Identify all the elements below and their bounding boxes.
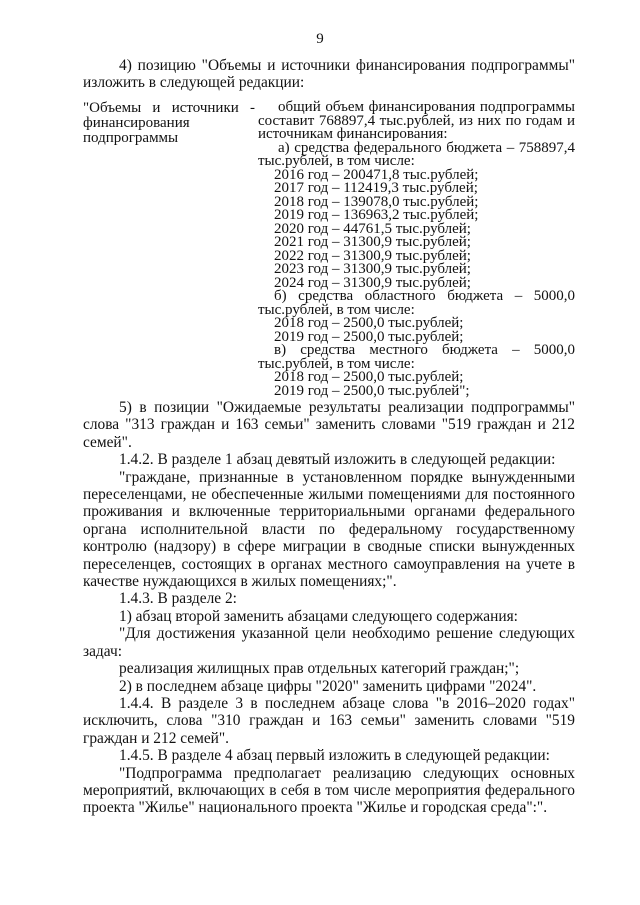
paragraph: "Для достижения указанной цели необходимо решение следующих задач:: [83, 625, 575, 660]
table-year-line: 2017 год – 112419,3 тыс.рублей;: [274, 180, 478, 196]
paragraph: 1.4.2. В разделе 1 абзац девятый изложить в следующей редакции:: [119, 451, 556, 469]
table-year-line: 2019 год – 136963,2 тыс.рублей;: [274, 207, 479, 223]
table-right-cell: [258, 101, 575, 398]
page-number: 9: [316, 31, 324, 47]
table-local-line: в) средства местного бюджета – 5000,0 тыс.рублей, в том числе:: [258, 342, 575, 372]
table-year-line: 2023 год – 31300,9 тыс.рублей;: [274, 261, 471, 277]
table-federal-line: а) средства федерального бюджета – 758897,4 тыс.рублей, в том числе:: [258, 139, 575, 169]
paragraph: 5) в позиции "Ожидаемые результаты реализации подпрограммы" слова "313 граждан и 163 семьи" заменить словами "519 граждан и 212 семей".: [83, 399, 575, 451]
table-left-cell: "Объемы и источники - финансирования подпрограммы: [83, 100, 255, 146]
paragraph: 2) в последнем абзаце цифры "2020" заменить цифрами "2024".: [119, 677, 537, 695]
paragraph: 1.4.5. В разделе 4 абзац первый изложить в следующей редакции:: [119, 747, 550, 765]
table-year-line: 2018 год – 2500,0 тыс.рублей;: [274, 369, 464, 385]
paragraph: "граждане, признанные в установленном порядке вынужденными переселенцами, не обеспеченные жилыми помещениями для постоянного проживания и включенные территориальными органами федерального органа исполнительной власти по федеральному государственному контролю (надзору) в сфере миграции в сводные списки вынужденных переселенцев, состоящих в органах местного самоуправления на учете в качестве нуждающихся в жилых помещениях;".: [83, 468, 575, 591]
paragraph: 1) абзац второй заменить абзацами следующего содержания:: [119, 607, 518, 625]
table-year-line: 2024 год – 31300,9 тыс.рублей;: [274, 274, 471, 291]
table-year-line: 2020 год – 44761,5 тыс.рублей;: [274, 220, 471, 237]
intro-paragraph: 4) позицию "Объемы и источники финансирования подпрограммы" изложить в следующей редакции:: [83, 57, 575, 92]
table-year-line: 2019 год – 2500,0 тыс.рублей";: [274, 382, 470, 399]
table-year-line: 2018 год – 2500,0 тыс.рублей;: [274, 315, 464, 331]
table-year-line: 2018 год – 139078,0 тыс.рублей;: [274, 193, 479, 210]
table-year-line: 2022 год – 31300,9 тыс.рублей;: [274, 247, 471, 264]
table-year-line: 2021 год – 31300,9 тыс.рублей;: [274, 234, 471, 250]
table-year-line: 2019 год – 2500,0 тыс.рублей;: [274, 328, 464, 345]
table-year-line: 2016 год – 200471,8 тыс.рублей;: [274, 166, 479, 183]
paragraph: 1.4.4. В разделе 3 в последнем абзаце слова "в 2016–2020 годах" исключить, слова "310 граждан и 163 семьи" заменить словами "519 граждан и 212 семей".: [83, 694, 575, 747]
body-text: [83, 399, 575, 817]
paragraph: реализация жилищных прав отдельных категорий граждан;";: [119, 660, 520, 678]
table-regional-line: б) средства областного бюджета – 5000,0 тыс.рублей, в том числе:: [258, 288, 575, 318]
table-total-line: общий объем финансирования подпрограммы составит 768897,4 тыс.рублей, из них по годам и источникам финансирования:: [258, 99, 575, 142]
paragraph: 1.4.3. В разделе 2:: [119, 590, 237, 608]
paragraph: "Подпрограмма предполагает реализацию следующих основных мероприятий, включающих в себя в том числе мероприятия федерального проекта "Жилье" национального проекта "Жилье и городская среда":".: [83, 764, 575, 817]
